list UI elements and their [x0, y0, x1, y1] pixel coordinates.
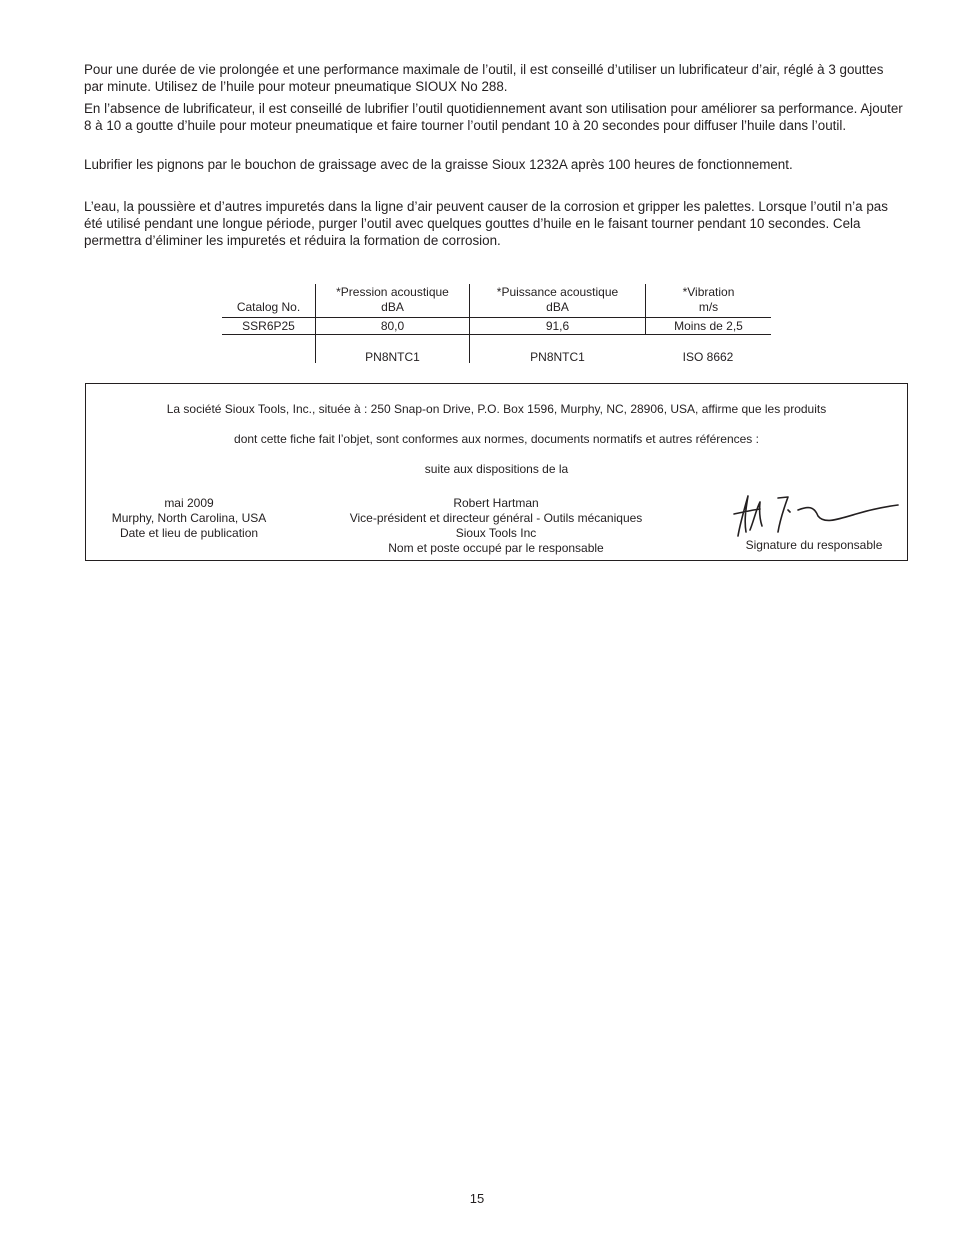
- cell-sound-power: 91,6: [469, 318, 645, 334]
- responsible-info: [326, 496, 666, 556]
- daily-lubrication-paragraph: En l’absence de lubrificateur, il est conseillé de lubrifier l’outil quotidiennement avant son utilisation pour améliorer sa performance. Ajouter 8 à 10 a goutte d’huile pour moteur pneumatique et faire tourner l’outil pendant 10 à 20 secondes pour diffuser l’huile dans l’outil.: [84, 101, 903, 133]
- signature-label: Signature du responsable: [745, 538, 883, 552]
- declaration-line-3: suite aux dispositions de la: [424, 462, 569, 476]
- header-vibration-label: *Vibration: [682, 285, 735, 299]
- handwritten-signature: [726, 490, 906, 538]
- lubrication-paragraph: Pour une durée de vie prolongée et une performance maximale de l’outil, il est conseillé d’utiliser un lubrificateur d’air, réglé à 3 gouttes par minute. Utilisez de l’huile pour moteur pneumatique SIOUX No 288.: [84, 62, 884, 94]
- cell-standard-vibration: ISO 8662: [682, 350, 734, 364]
- publication-label: Date et lieu de publication: [119, 526, 259, 540]
- standards-row: [222, 335, 771, 363]
- specs-header-row: [222, 284, 771, 317]
- responsible-name: Robert Hartman: [453, 496, 539, 510]
- responsible-label: Nom et poste occupé par le responsable: [388, 541, 604, 555]
- header-sound-power-unit: dBA: [546, 300, 569, 314]
- declaration-line-2: dont cette fiche fait l’objet, sont conformes aux normes, documents normatifs et autres références :: [234, 432, 759, 446]
- cell-catalog: SSR6P25: [242, 319, 295, 333]
- header-sound-power-label: *Puissance acoustique: [496, 285, 619, 299]
- table-row: [222, 317, 771, 335]
- responsible-position: Vice-président et directeur général - Outils mécaniques: [349, 511, 643, 525]
- header-catalog-label: Catalog No.: [236, 300, 301, 314]
- cell-standard-empty: [222, 335, 315, 363]
- declaration-line-1: La société Sioux Tools, Inc., située à : 250 Snap-on Drive, P.O. Box 1596, Murphy, NC, 28906, USA, affirme que les produits: [166, 402, 827, 416]
- header-vibration-unit: m/s: [698, 300, 719, 314]
- header-catalog: [222, 284, 315, 317]
- corrosion-paragraph: L’eau, la poussière et d’autres impuretés dans la ligne d’air peuvent causer de la corrosion et gripper les palettes. Lorsque l’outil n’a pas été utilisé pendant une longue période, purger l’outil avec quelques gouttes d’huile en le faisant tourner pendant 10 secondes. Cela permettra d’éliminer les impuretés et réduira la formation de corrosion.: [84, 199, 888, 248]
- gear-lubrication-paragraph: Lubrifier les pignons par le bouchon de graissage avec de la graisse Sioux 1232A après 100 heures de fonctionnement.: [84, 157, 793, 172]
- responsible-company: Sioux Tools Inc: [455, 526, 537, 540]
- header-sound-pressure-label: *Pression acoustique: [336, 285, 449, 299]
- declaration-box: [85, 383, 908, 561]
- publication-info: [96, 496, 282, 541]
- specs-table: [222, 284, 771, 363]
- header-vibration: [645, 284, 771, 317]
- page-number: 15: [469, 1191, 485, 1206]
- cell-vibration: Moins de 2,5: [645, 318, 771, 334]
- header-sound-pressure-unit: dBA: [381, 300, 404, 314]
- cell-standard-pressure: PN8NTC1: [315, 335, 469, 363]
- cell-sound-pressure: 80,0: [315, 318, 469, 334]
- header-sound-pressure: [315, 284, 469, 317]
- header-sound-power: [469, 284, 645, 317]
- publication-place: Murphy, North Carolina, USA: [111, 511, 267, 525]
- publication-date: mai 2009: [164, 496, 214, 510]
- cell-standard-power: PN8NTC1: [469, 335, 645, 363]
